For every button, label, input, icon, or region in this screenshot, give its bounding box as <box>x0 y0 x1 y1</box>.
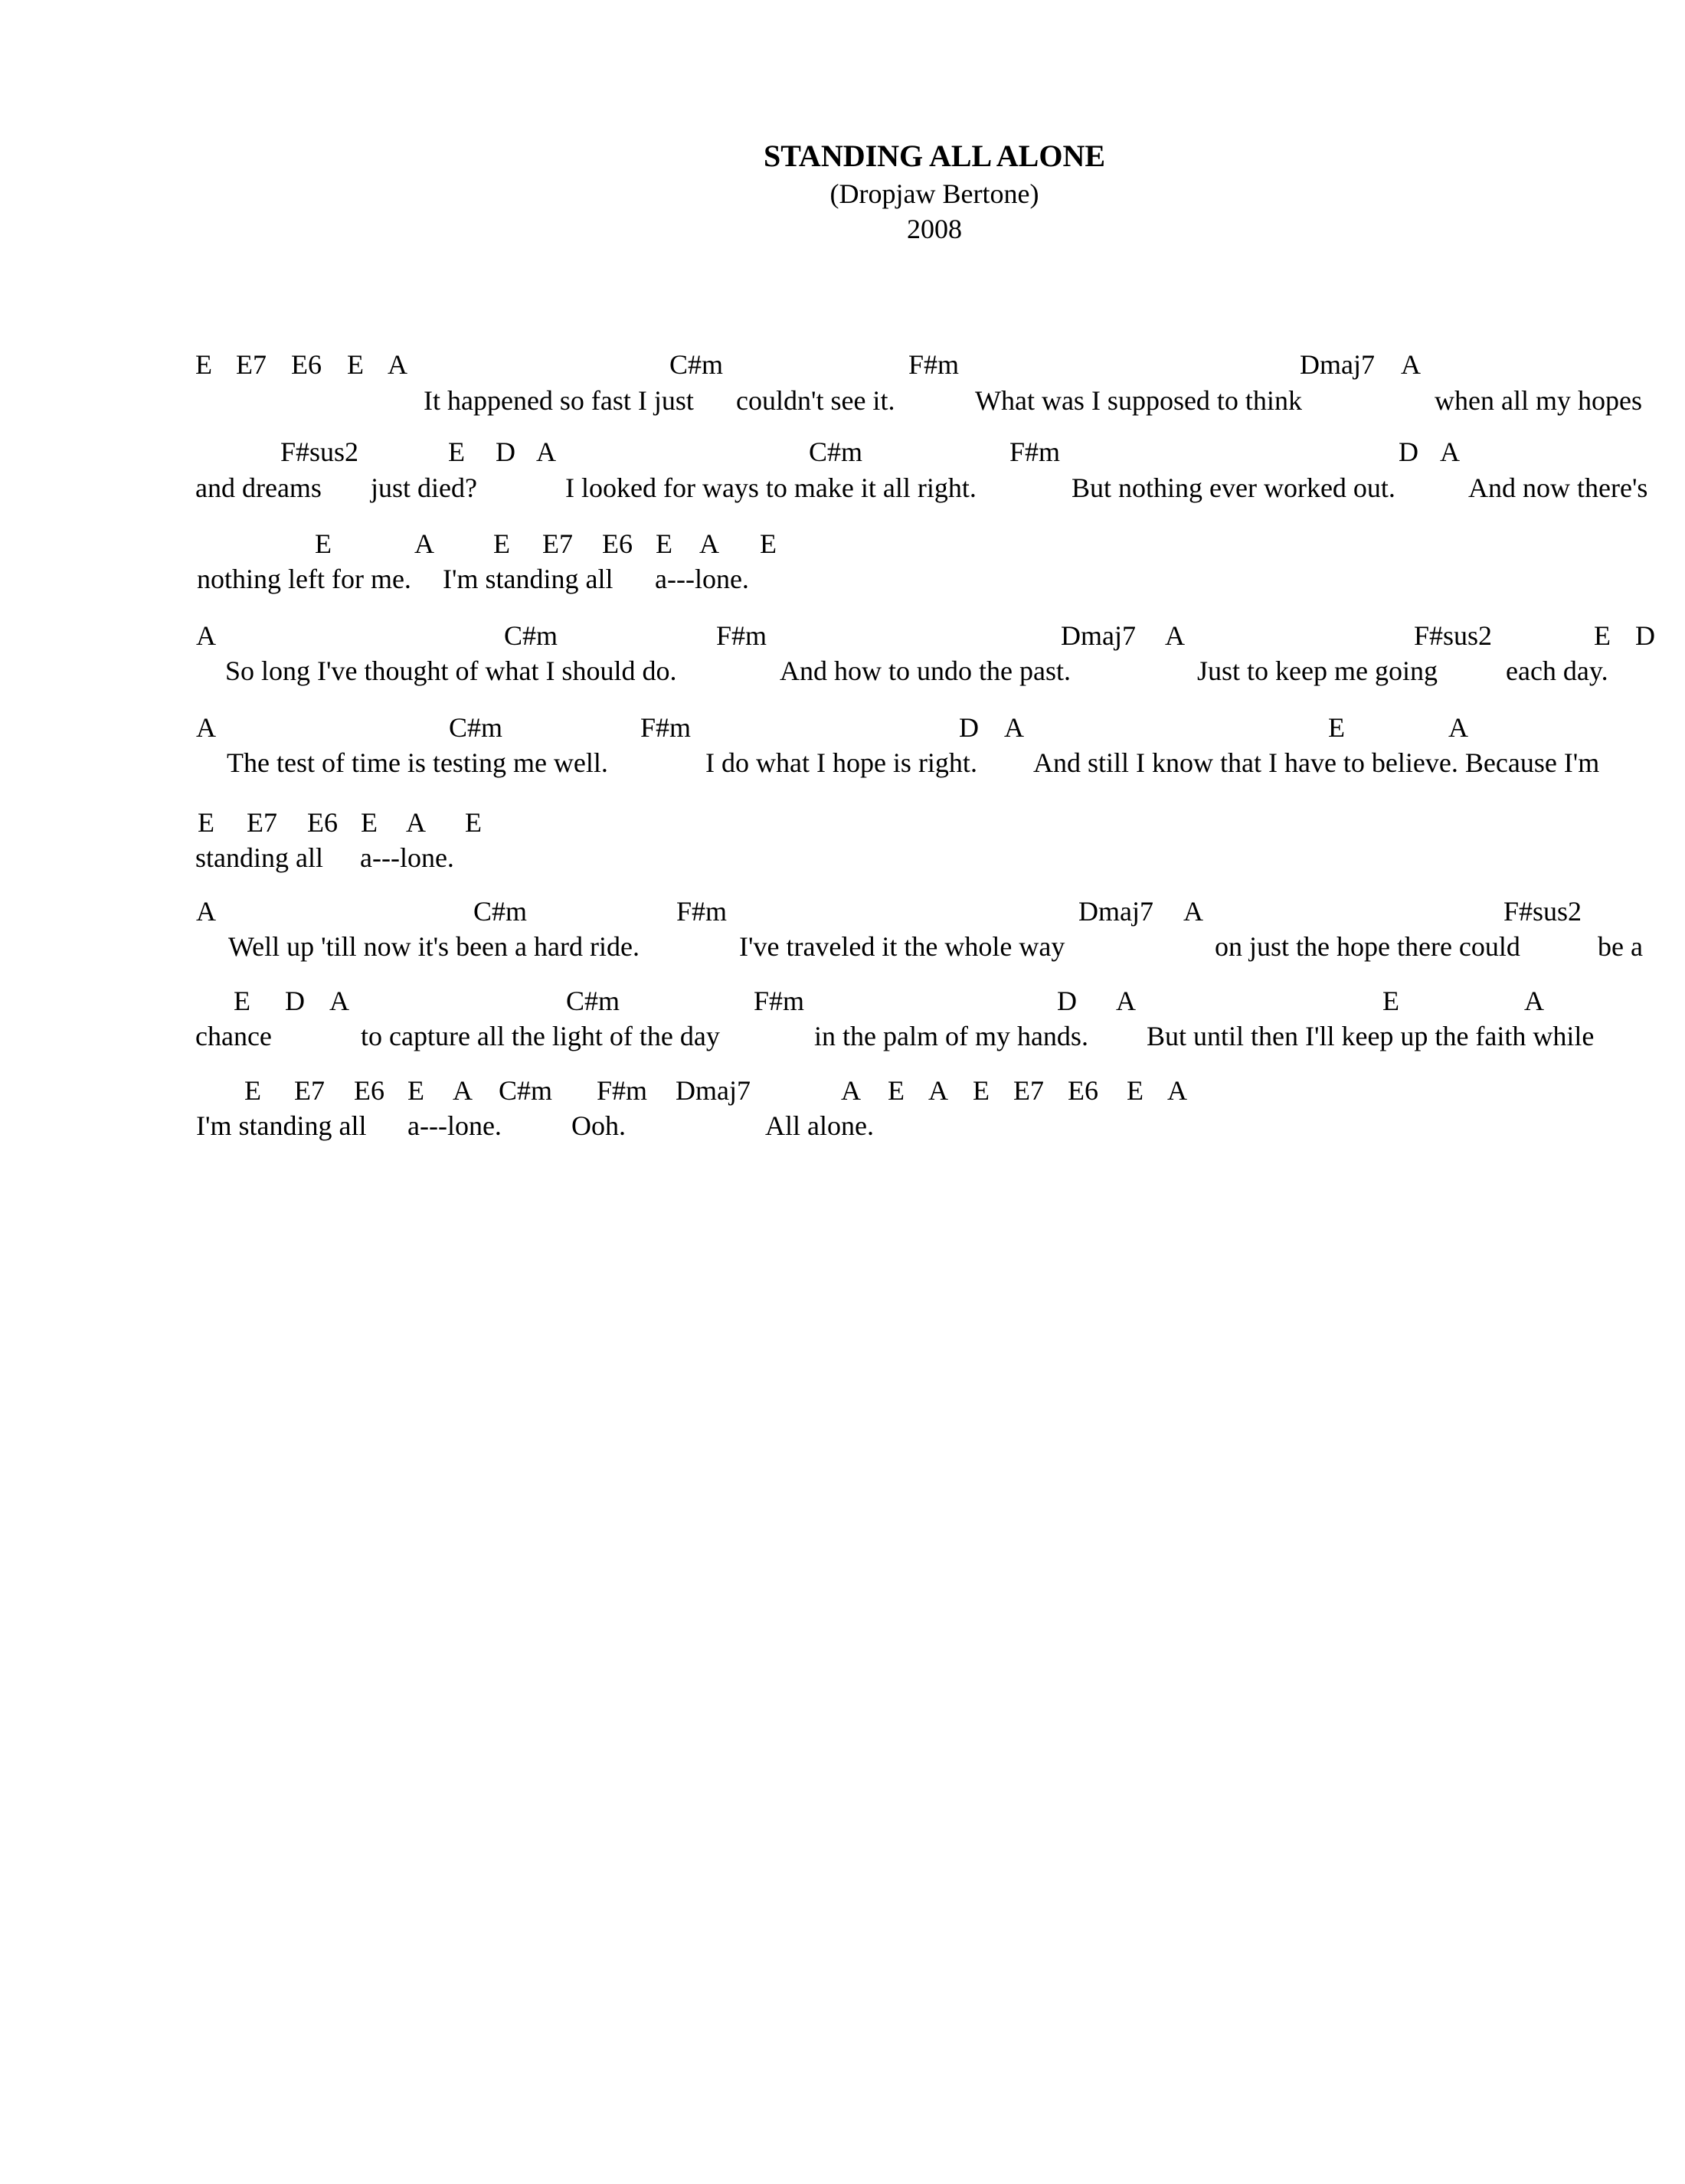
lyric: a---lone. <box>360 842 454 873</box>
chord: E <box>760 528 777 559</box>
chord: E <box>1594 620 1611 651</box>
chord: E6 <box>307 807 338 838</box>
lyric: a---lone. <box>407 1110 502 1141</box>
chord: D <box>285 986 305 1016</box>
chord: E <box>234 986 250 1016</box>
chord: E <box>1127 1075 1144 1106</box>
lyric: when all my hopes <box>1435 385 1642 416</box>
chord: D <box>1057 986 1077 1016</box>
chord: C#m <box>809 436 863 467</box>
chord: F#m <box>908 349 960 380</box>
lyric: And how to undo the past. <box>780 656 1071 686</box>
chord: E6 <box>354 1075 384 1106</box>
lyric: It happened so fast I just <box>424 385 694 416</box>
chord: D <box>496 436 515 467</box>
chord: D <box>1399 436 1418 467</box>
chord: F#m <box>597 1075 648 1106</box>
lyric: So long I've thought of what I should do. <box>225 656 677 686</box>
chord: E <box>493 528 510 559</box>
chord: C#m <box>566 986 620 1016</box>
chord: E7 <box>247 807 277 838</box>
chord: A <box>1183 896 1203 927</box>
chord: E7 <box>294 1075 325 1106</box>
chord: E <box>448 436 465 467</box>
chord: E7 <box>542 528 573 559</box>
chord: E <box>361 807 378 838</box>
chord: E <box>347 349 364 380</box>
chord: A <box>196 896 216 927</box>
song-year: 2008 <box>907 214 962 244</box>
chord: A <box>1165 620 1185 651</box>
chord: A <box>1524 986 1544 1016</box>
chord: F#m <box>676 896 728 927</box>
chord: A <box>1401 349 1421 380</box>
chord: C#m <box>669 349 724 380</box>
lyric: And now there's <box>1468 472 1648 503</box>
lyric: be a <box>1598 931 1643 962</box>
chord: E <box>656 528 672 559</box>
song-artist: (Dropjaw Bertone) <box>829 178 1039 209</box>
lyric: The test of time is testing me well. <box>227 747 608 778</box>
chord: E <box>315 528 332 559</box>
chord: E <box>1328 712 1345 743</box>
lyric: I'm standing all <box>196 1110 367 1141</box>
chord: A <box>329 986 349 1016</box>
chord: A <box>1004 712 1024 743</box>
lyric: I've traveled it the whole way <box>739 931 1065 962</box>
chord: A <box>196 620 216 651</box>
chord: E <box>888 1075 905 1106</box>
lyric: I do what I hope is right. <box>705 747 977 778</box>
chord: A <box>196 712 216 743</box>
lyric: just died? <box>371 472 477 503</box>
chord: A <box>928 1075 948 1106</box>
lyric: Just to keep me going <box>1197 656 1438 686</box>
lyric: But nothing ever worked out. <box>1072 472 1395 503</box>
chord: E6 <box>1068 1075 1098 1106</box>
chord: E <box>973 1075 990 1106</box>
chord: A <box>536 436 556 467</box>
chord: A <box>453 1075 473 1106</box>
chord: D <box>959 712 979 743</box>
chord: A <box>1116 986 1136 1016</box>
chord: E <box>244 1075 261 1106</box>
chord: Dmaj7 <box>1300 349 1375 380</box>
chord: Dmaj7 <box>676 1075 751 1106</box>
chord: F#sus2 <box>1414 620 1493 651</box>
chord: D <box>1635 620 1655 651</box>
chord: C#m <box>449 712 503 743</box>
chord: Dmaj7 <box>1078 896 1153 927</box>
chord: A <box>699 528 719 559</box>
chord: A <box>388 349 407 380</box>
lyric: standing all <box>195 842 323 873</box>
chord: E6 <box>602 528 633 559</box>
lyric: What was I supposed to think <box>975 385 1302 416</box>
chord: A <box>1448 712 1468 743</box>
chord: A <box>414 528 434 559</box>
lyric: Ooh. <box>571 1110 626 1141</box>
lyric: I'm standing all <box>443 564 613 594</box>
lyric: chance <box>195 1021 272 1051</box>
chord: E6 <box>291 349 322 380</box>
chord: C#m <box>473 896 528 927</box>
chord: E7 <box>1013 1075 1044 1106</box>
chord: E <box>198 807 214 838</box>
chord: A <box>1440 436 1460 467</box>
lyric: I looked for ways to make it all right. <box>565 472 977 503</box>
lyric: on just the hope there could <box>1215 931 1520 962</box>
lyric: couldn't see it. <box>736 385 895 416</box>
chord: F#sus2 <box>280 436 359 467</box>
chord: E <box>195 349 212 380</box>
chord: F#m <box>716 620 767 651</box>
lyric: each day. <box>1506 656 1608 686</box>
chord: E <box>1382 986 1399 1016</box>
chord: C#m <box>504 620 558 651</box>
chord: F#sus2 <box>1503 896 1582 927</box>
lyric: in the palm of my hands. <box>814 1021 1088 1051</box>
lyric: nothing left for me. <box>197 564 411 594</box>
chord: A <box>406 807 426 838</box>
lyric: Well up 'till now it's been a hard ride. <box>228 931 640 962</box>
lyric: and dreams <box>195 472 322 503</box>
chord: E <box>407 1075 424 1106</box>
lyric: And still I know that I have to believe. Because I'm <box>1033 747 1600 778</box>
lyric: a---lone. <box>655 564 749 594</box>
song-title: STANDING ALL ALONE <box>763 139 1106 173</box>
chord: A <box>1167 1075 1187 1106</box>
chord: F#m <box>1009 436 1061 467</box>
chord: F#m <box>640 712 692 743</box>
chord: Dmaj7 <box>1061 620 1136 651</box>
lyric: All alone. <box>765 1110 874 1141</box>
lyric: to capture all the light of the day <box>361 1021 720 1051</box>
chord: E <box>465 807 482 838</box>
chord: E7 <box>236 349 267 380</box>
chord: A <box>841 1075 861 1106</box>
chord: C#m <box>499 1075 553 1106</box>
chord: F#m <box>754 986 805 1016</box>
lyric: But until then I'll keep up the faith while <box>1147 1021 1595 1051</box>
